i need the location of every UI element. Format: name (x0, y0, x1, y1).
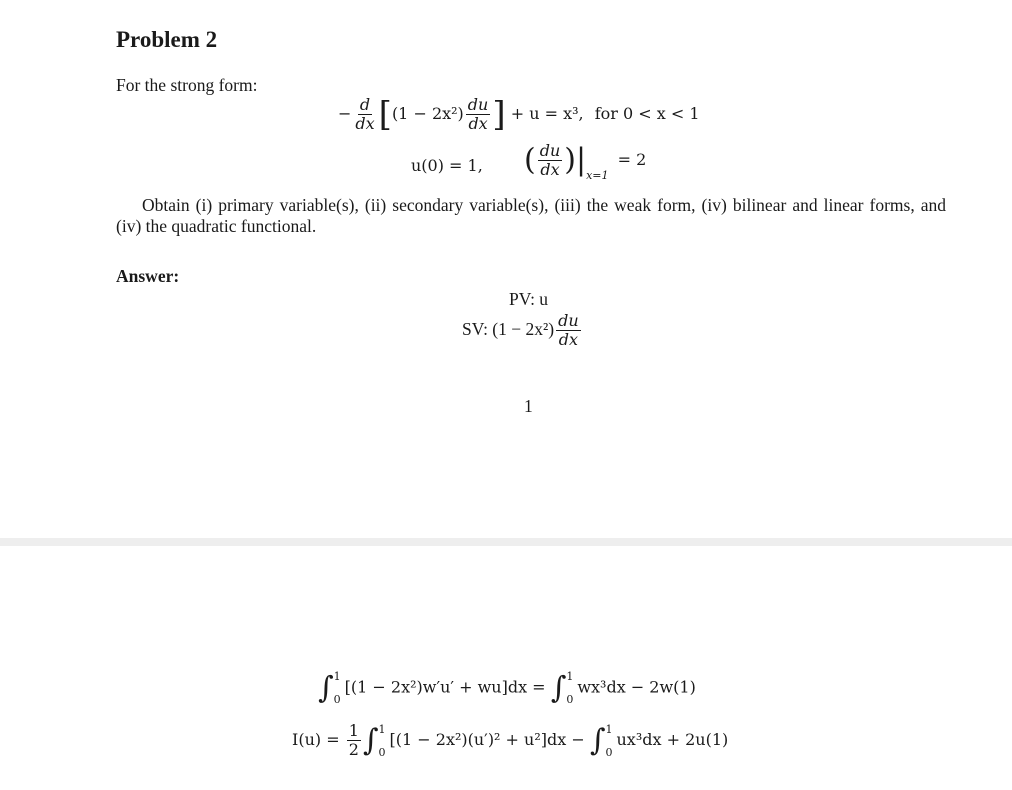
eval-bar: | (575, 142, 587, 178)
integral-sign: ∫ (318, 670, 334, 706)
upper-limit: 1 (605, 722, 613, 736)
weak-form-lhs: [(1 − 2x²)w′u′ + wu]dx = (344, 677, 546, 697)
sv-fraction (556, 312, 581, 349)
lower-limit: 0 (566, 693, 574, 706)
functional-lhs: I(u) = (292, 730, 340, 749)
strong-form-equation (338, 96, 700, 133)
bc2 (524, 141, 647, 183)
frac-den-dx: dx (468, 114, 488, 133)
intro-text: For the strong form: (116, 75, 258, 95)
primary-variable: PV: u (509, 289, 549, 309)
bc1: u(0) = 1, (411, 156, 483, 175)
sv-prefix: SV: (1 − 2x²) (462, 319, 555, 339)
page-number: 1 (524, 396, 533, 416)
instructions-paragraph: Obtain (i) primary variable(s), (ii) secondary variable(s), (iii) the weak form, (iv) bilinear and linear forms, and (iv) the quadratic functional. (116, 195, 946, 236)
rhs-term: + u = x³, (510, 104, 584, 123)
weak-form-equation (318, 670, 696, 706)
domain-text: for 0 < x < 1 (594, 104, 700, 123)
bc2-dx: dx (540, 160, 560, 179)
functional-rhs: ux³dx + 2u(1) (616, 730, 729, 749)
upper-limit: 1 (566, 670, 574, 683)
left-paren: ( (524, 142, 536, 178)
lower-limit: 0 (378, 745, 386, 759)
minus-sign: − (338, 104, 352, 123)
secondary-variable (462, 312, 583, 349)
integral-limits (606, 723, 613, 759)
lower-limit: 0 (605, 745, 613, 759)
half-num: 1 (348, 721, 359, 740)
quadratic-functional (292, 722, 728, 759)
frac-den-dx: dx (355, 114, 375, 133)
du-dx-fraction (466, 96, 491, 133)
integral-limits (379, 723, 386, 759)
integral-limits (566, 670, 573, 706)
page-separator (0, 538, 1012, 546)
bc2-eval-point: x=1 (586, 169, 609, 183)
integral-sign: ∫ (550, 670, 567, 706)
sv-dx: dx (558, 330, 578, 349)
d-dx-fraction (353, 96, 376, 133)
integral-limits (334, 670, 341, 706)
half-fraction (347, 722, 361, 759)
right-paren: ) (564, 142, 576, 178)
bc2-du: du (539, 141, 561, 160)
bc2-value: = 2 (617, 150, 647, 169)
bc2-fraction (538, 142, 563, 179)
page-2 (0, 546, 1012, 790)
left-bracket: [ (378, 94, 392, 135)
functional-mid: [(1 − 2x²)(u′)² + u²]dx − (389, 730, 585, 749)
upper-limit: 1 (378, 722, 386, 736)
right-bracket: ] (492, 94, 506, 135)
weak-form-rhs: wx³dx − 2w(1) (577, 677, 696, 697)
answer-label: Answer: (116, 266, 180, 286)
integral-sign: ∫ (362, 723, 379, 758)
half-den: 2 (348, 740, 359, 759)
sv-du: du (558, 311, 579, 330)
integral-sign: ∫ (589, 723, 606, 758)
frac-num-du: du (467, 95, 489, 114)
problem-title: Problem 2 (116, 27, 218, 52)
lower-limit: 0 (333, 693, 341, 706)
coefficient-term: (1 − 2x²) (391, 104, 464, 123)
upper-limit: 1 (333, 670, 341, 683)
frac-num-d: d (359, 95, 371, 114)
